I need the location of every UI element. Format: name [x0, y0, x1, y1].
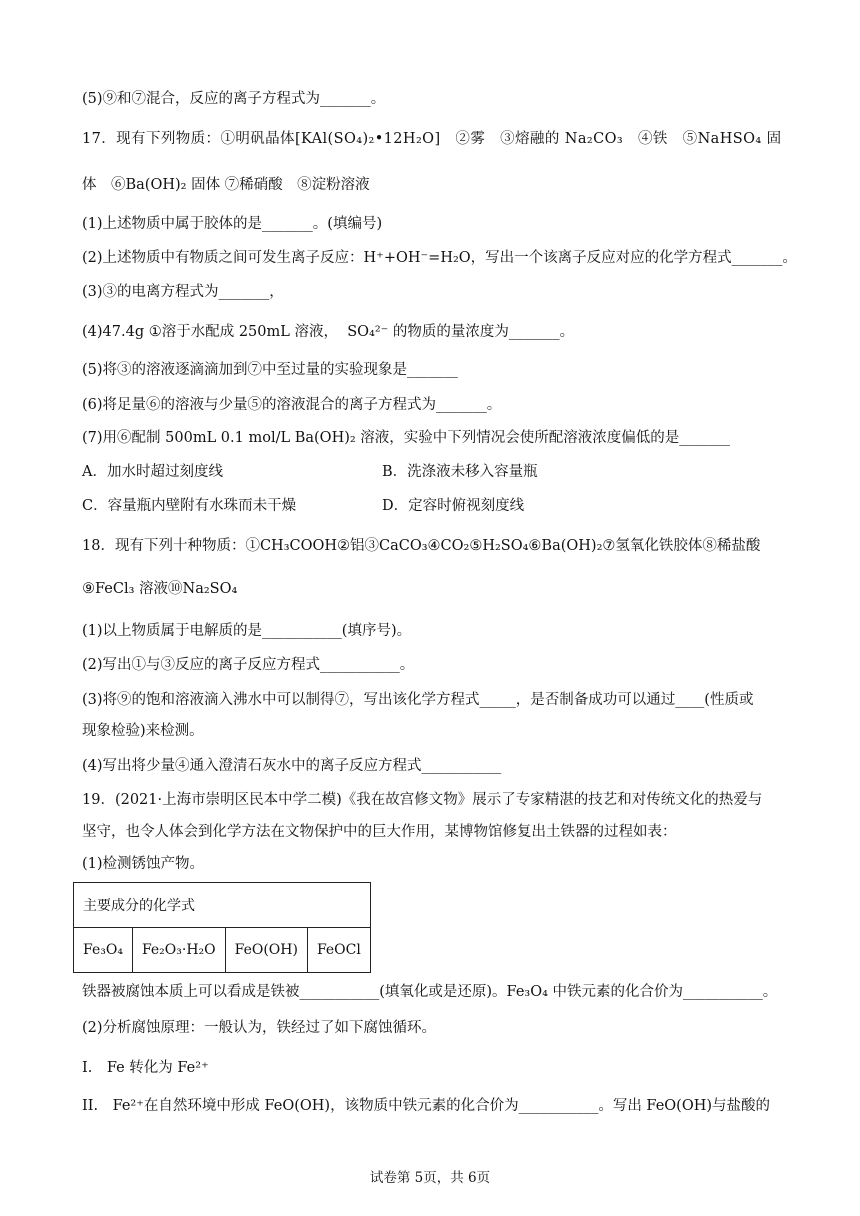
- text-line: ⑨FeCl₃ 溶液⑩Na₂SO₄: [82, 581, 238, 597]
- text-line: (1)检测锈蚀产物。: [82, 856, 205, 872]
- table-header: 主要成分的化学式: [74, 883, 371, 928]
- text-line: (2)写出①与③反应的离子反应方程式___________。: [82, 657, 415, 673]
- text-line: 体 ⑥Ba(OH)₂ 固体 ⑦稀硝酸 ⑧淀粉溶液: [82, 177, 370, 193]
- text-line: (7)用⑥配制 500mL 0.1 mol/L Ba(OH)₂ 溶液，实验中下列情况会使所配溶液浓度偏低的是_______: [82, 430, 731, 446]
- question-17-stem: 17．现有下列物质：①明矾晶体[KAl(SO₄)₂•12H₂O] ②雾 ③熔融的 Na₂CO₃ ④铁 ⑤NaHSO₄ 固: [82, 131, 782, 147]
- text-line: 铁器被腐蚀本质上可以看成是铁被___________(填氧化或是还原)。Fe₃O₄ 中铁元素的化合价为___________。: [82, 984, 778, 1000]
- text-line: (1)上述物质中属于胶体的是_______。(填编号): [82, 216, 383, 232]
- text-line: II. Fe²⁺在自然环境中形成 FeO(OH)，该物质中铁元素的化合价为___________。写出 FeO(OH)与盐酸的: [82, 1098, 771, 1114]
- text-line: (3)③的电离方程式为_______，: [82, 284, 284, 300]
- text-line: (2)分析腐蚀原理：一般认为，铁经过了如下腐蚀循环。: [82, 1020, 437, 1036]
- text-line: (3)将⑨的饱和溶液滴入沸水中可以制得⑦，写出该化学方程式_____，是否制备成功可以通过____(性质或: [82, 692, 754, 708]
- table-cell: Fe₃O₄: [74, 928, 133, 973]
- text-line: (4)写出将少量④通入澄清石灰水中的离子反应方程式___________: [82, 758, 502, 774]
- table-cell: FeOCl: [307, 928, 370, 973]
- text-line: (5)⑨和⑦混合，反应的离子方程式为_______。: [82, 91, 386, 107]
- option-b: B．洗涤液未移入容量瓶: [382, 464, 538, 480]
- question-18-stem: 18．现有下列十种物质：①CH₃COOH②铝③CaCO₃④CO₂⑤H₂SO₄⑥Ba(OH)₂⑦氢氧化铁胶体⑧稀盐酸: [82, 538, 761, 554]
- page-footer: 试卷第 5页，共 6页: [369, 1170, 491, 1186]
- option-a: A．加水时超过刻度线: [82, 464, 223, 480]
- text-line: (4)47.4g ①溶于水配成 250mL 溶液， SO₄²⁻ 的物质的量浓度为_______。: [82, 324, 575, 340]
- question-19-stem: 19．(2021·上海市崇明区民本中学二模)《我在故宫修文物》展示了专家精湛的技艺和对传统文化的热爱与: [82, 792, 763, 808]
- rust-products-table: [73, 882, 371, 973]
- text-line: (5)将③的溶液逐滴滴加到⑦中至过量的实验现象是_______: [82, 362, 458, 378]
- text-line: I. Fe 转化为 Fe²⁺: [82, 1060, 209, 1076]
- option-d: D．定容时俯视刻度线: [382, 498, 525, 514]
- text-line: (1)以上物质属于电解质的是___________(填序号)。: [82, 623, 412, 639]
- option-c: C．容量瓶内壁附有水珠而未干燥: [82, 498, 297, 514]
- table-cell: FeO(OH): [225, 928, 307, 973]
- text-line: (6)将足量⑥的溶液与少量⑤的溶液混合的离子方程式为_______。: [82, 397, 502, 413]
- text-line: 现象检验)来检测。: [82, 723, 204, 739]
- table-cell: Fe₂O₃·H₂O: [132, 928, 225, 973]
- text-line: (2)上述物质中有物质之间可发生离子反应：H⁺+OH⁻=H₂O，写出一个该离子反应对应的化学方程式_______。: [82, 250, 797, 266]
- text-line: 坚守，也令人体会到化学方法在文物保护中的巨大作用，某博物馆修复出土铁器的过程如表：: [82, 824, 677, 840]
